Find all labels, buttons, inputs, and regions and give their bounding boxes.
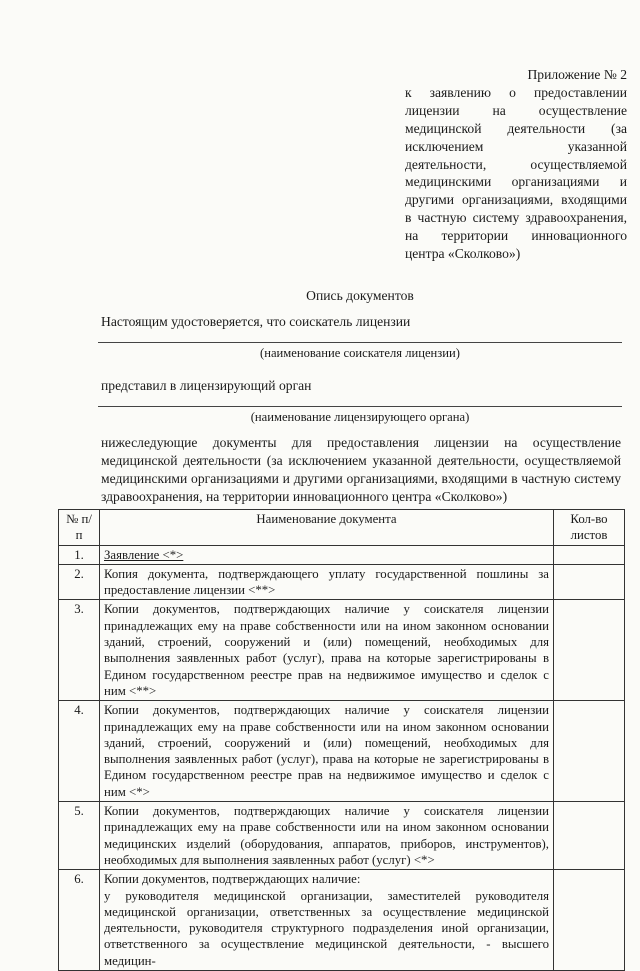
row-name: Копии документов, подтверждающих наличие у соискателя лицензии принадлежащих ему на праве собственности или на ином законном основании зданий, строений, сооружений и (или) помещений, необходимых для выполнения заявленных работ (услуг), права на которые зарегистрированы в Едином государственном реестре прав на недвижимое имущество и сделок с ним <**>	[100, 600, 554, 701]
certify-text: Настоящим удостоверяется, что соискатель лицензии	[101, 314, 411, 329]
row-name-lead: Копии документов, подтверждающих наличие:	[104, 872, 361, 887]
row-qty	[554, 564, 625, 600]
annex-title: Приложение № 2	[527, 67, 627, 82]
row-name-text: Заявление <*>	[104, 547, 184, 562]
row-name	[100, 545, 554, 564]
header-qty: Кол-во листов	[554, 510, 625, 546]
submitted-text: представил в лицензирующий орган	[101, 378, 312, 393]
row-num: 5.	[59, 802, 100, 870]
row-num: 4.	[59, 701, 100, 802]
authority-caption: (наименование лицензирующего органа)	[250, 410, 470, 424]
table-header-row	[59, 510, 625, 546]
intro-paragraph: нижеследующие документы для предоставления лицензии на осуществление медицинской деятельности (за исключением указанной деятельности, осуществляемой медицинскими организациями и другими организациями, входящими в частную систему здравоохранения, на территории инновационного центра «Сколково»)	[101, 435, 621, 504]
applicant-line	[98, 342, 622, 343]
row-qty	[554, 600, 625, 701]
annex-block	[405, 66, 627, 263]
row-num: 2.	[59, 564, 100, 600]
table-row	[59, 600, 625, 701]
row-name: Копия документа, подтверждающего уплату государственной пошлины за предоставление лицензии <**>	[100, 564, 554, 600]
row-num: 3.	[59, 600, 100, 701]
annex-body: к заявлению о предоставлении лицензии на осуществление медицинской деятельности (за исключением указанной деятельности, осуществляемой медицинскими организациями и другими организациями, входящими в частную систему здравоохранения, на территории инновационного центра «Сколково»)	[405, 84, 627, 262]
row-qty	[554, 701, 625, 802]
row-num: 1.	[59, 545, 100, 564]
row-qty	[554, 802, 625, 870]
header-name: Наименование документа	[100, 510, 554, 546]
documents-table	[58, 509, 625, 971]
document-title: Опись документов	[306, 288, 414, 303]
table-row	[59, 564, 625, 600]
applicant-caption: (наименование соискателя лицензии)	[260, 346, 460, 360]
row-name: Копии документов, подтверждающих наличие у соискателя лицензии принадлежащих ему на праве собственности или на ином законном основании медицинских изделий (оборудования, аппаратов, приборов, инструментов), необходимых для выполнения заявленных работ (услуг) <*>	[100, 802, 554, 870]
row-name: Копии документов, подтверждающих наличие у соискателя лицензии принадлежащих ему на праве собственности или на ином законном основании зданий, строений, сооружений и (или) помещений, необходимых для выполнения заявленных работ (услуг), права на которые не зарегистрированы в Едином государственном реестре прав на недвижимое имущество и сделок с ним <*>	[100, 701, 554, 802]
row-qty	[554, 545, 625, 564]
table-row	[59, 701, 625, 802]
authority-line	[98, 406, 622, 407]
row-name	[100, 870, 554, 971]
row-name-continuation: у руководителя медицинской организации, заместителей руководителя медицинской организации, ответственных за осуществление медицинской деятельности, руководителя структурного подразделения иной организации, ответственного за осуществление медицинской деятельности, - высшего медицин-	[104, 888, 549, 968]
row-qty	[554, 870, 625, 971]
table-row	[59, 802, 625, 870]
table-row	[59, 545, 625, 564]
table-row	[59, 870, 625, 971]
header-num: № п/п	[59, 510, 100, 546]
row-num: 6.	[59, 870, 100, 971]
